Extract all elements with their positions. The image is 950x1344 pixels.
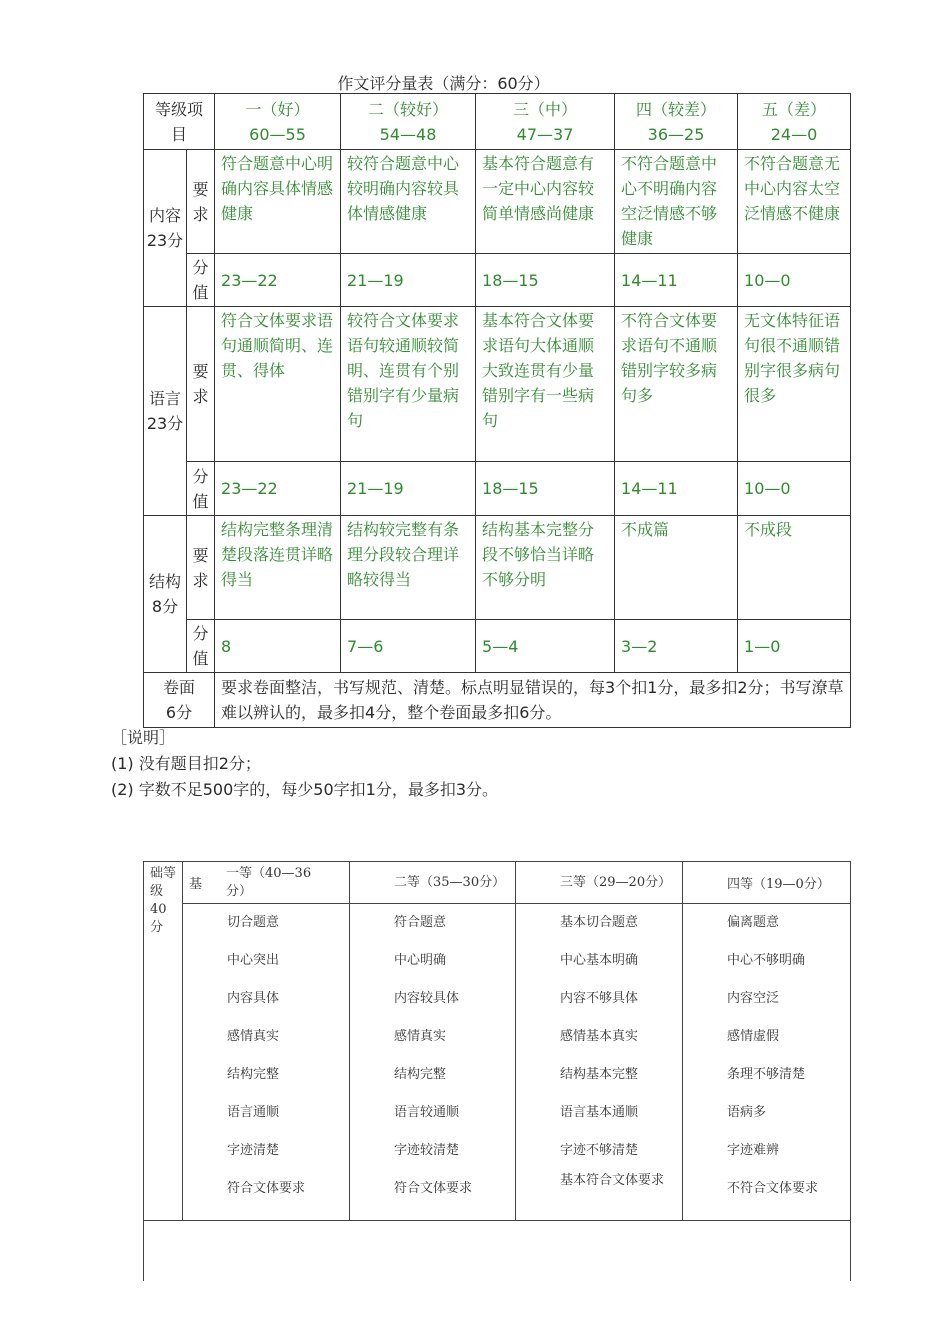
- content-req-3: 基本符合题意有一定中心内容较简单情感尚健康: [476, 150, 615, 254]
- note-item: (1) 没有题目扣2分；: [111, 754, 261, 773]
- structure-score-5: 1—0: [738, 620, 851, 673]
- language-req-5: 无文体特征语句很不通顺错别字很多病句很多: [738, 307, 851, 462]
- list-item: 基本切合题意: [560, 915, 639, 930]
- list-item: 内容较具体: [394, 991, 460, 1006]
- list-item: 中心明确: [394, 953, 447, 968]
- content-req-4: 不符合题意中心不明确内容空泛情感不够健康: [615, 150, 738, 254]
- t2-col-2: [350, 904, 516, 1221]
- structure-score-1: 8: [215, 620, 341, 673]
- list-item: 感情基本真实: [560, 1029, 639, 1044]
- content-score-1: 23—22: [215, 254, 341, 307]
- note-item: (2) 字数不足500字的，每少50字扣1分，最多扣3分。: [111, 780, 499, 799]
- content-req-1: 符合题意中心明确内容具体情感健康: [215, 150, 341, 254]
- list-item: 结构完整: [227, 1067, 280, 1082]
- language-req-1: 符合文体要求语句通顺简明、连贯、得体: [215, 307, 341, 462]
- header-row: [144, 94, 851, 150]
- content-score-3: 18—15: [476, 254, 615, 307]
- list-item: 语病多: [727, 1105, 767, 1120]
- notes-heading: ［说明］: [111, 728, 176, 747]
- score-label: 分值: [187, 254, 215, 307]
- list-item: 内容空泛: [727, 991, 780, 1006]
- structure-score-4: 3—2: [615, 620, 738, 673]
- t2-header-1: 基 一等（40—36分）: [183, 862, 350, 904]
- page-row: [144, 673, 851, 728]
- list-item: 条理不够清楚: [727, 1067, 806, 1082]
- language-score-row: [144, 462, 851, 516]
- list-item: 切合题意: [227, 915, 280, 930]
- list-item: 中心突出: [227, 953, 280, 968]
- structure-score-3: 5—4: [476, 620, 615, 673]
- list-item: 语言较通顺: [394, 1105, 460, 1120]
- content-score-2: 21—19: [341, 254, 476, 307]
- grade-header-3: 三（中） 47—37: [476, 94, 615, 150]
- list-item: 结构完整: [394, 1067, 447, 1082]
- structure-score-row: [144, 620, 851, 673]
- language-req-row: [144, 307, 851, 462]
- list-item: 符合文体要求: [394, 1181, 473, 1196]
- structure-score-2: 7—6: [341, 620, 476, 673]
- t2-col-1: [183, 904, 350, 1221]
- list-item: 偏离题意: [727, 915, 780, 930]
- list-item: 中心基本明确: [560, 953, 639, 968]
- t2-header-prefix: 基: [189, 877, 203, 892]
- notes: [111, 725, 498, 803]
- t2-header-row: [144, 862, 851, 904]
- t2-col-4: [683, 904, 851, 1221]
- content-req-5: 不符合题意无中心内容太空泛情感不健康: [738, 150, 851, 254]
- language-req-3: 基本符合文体要求语句大体通顺大致连贯有少量错别字有一些病句: [476, 307, 615, 462]
- structure-req-5: 不成段: [738, 516, 851, 620]
- language-score-5: 10—0: [738, 462, 851, 516]
- grade-header-4: 四（较差） 36—25: [615, 94, 738, 150]
- list-item: 符合题意: [394, 915, 447, 930]
- t2-empty-row: [144, 1221, 851, 1281]
- grade-header-1: 一（好） 60—55: [215, 94, 341, 150]
- list-item: 结构基本完整: [560, 1067, 639, 1082]
- structure-req-3: 结构基本完整分段不够恰当详略不够分明: [476, 516, 615, 620]
- structure-req-4: 不成篇: [615, 516, 738, 620]
- list-item: 内容不够具体: [560, 991, 639, 1006]
- t2-header-2: 二等（35—30分）: [350, 862, 516, 904]
- scoring-table: [143, 93, 851, 728]
- t2-empty-cell: [144, 1221, 851, 1281]
- list-item: 符合文体要求: [227, 1181, 306, 1196]
- req-label: 要求: [187, 150, 215, 254]
- list-item: 基本符合文体要求: [560, 1173, 665, 1188]
- list-item: 感情虚假: [727, 1029, 780, 1044]
- content-score-5: 10—0: [738, 254, 851, 307]
- t2-col-3: [516, 904, 683, 1221]
- t2-header-4: 四等（19—0分）: [683, 862, 851, 904]
- corner-header: 等级项目: [144, 94, 215, 150]
- list-item: 字迹清楚: [227, 1143, 280, 1158]
- grade-header-2: 二（较好） 54—48: [341, 94, 476, 150]
- language-score-4: 14—11: [615, 462, 738, 516]
- list-item: 字迹较清楚: [394, 1143, 460, 1158]
- language-label: 语言23分: [144, 307, 187, 516]
- t2-header-3: 三等（29—20分）: [516, 862, 683, 904]
- page-title: 作文评分量表（满分：60分）: [337, 74, 550, 93]
- list-item: 字迹不够清楚: [560, 1143, 639, 1158]
- list-item: 中心不够明确: [727, 953, 806, 968]
- list-item: 语言通顺: [227, 1105, 280, 1120]
- list-item: 不符合文体要求: [727, 1181, 819, 1196]
- structure-label: 结构8分: [144, 516, 187, 673]
- language-req-2: 较符合文体要求语句较通顺较简明、连贯有个别错别字有少量病句: [341, 307, 476, 462]
- content-score-row: [144, 254, 851, 307]
- language-score-3: 18—15: [476, 462, 615, 516]
- basic-grade-table: [143, 861, 851, 1281]
- t2-body-row: [144, 904, 851, 1221]
- page-requirement: 要求卷面整洁，书写规范、清楚。标点明显错误的，每3个扣1分，最多扣2分；书写潦草难以辨认的，最多扣4分，整个卷面最多扣6分。: [215, 673, 851, 728]
- content-req-2: 较符合题意中心较明确内容较具体情感健康: [341, 150, 476, 254]
- list-item: 字迹难辨: [727, 1143, 780, 1158]
- score-label: 分值: [187, 462, 215, 516]
- language-req-4: 不符合文体要求语句不通顺错别字较多病句多: [615, 307, 738, 462]
- content-score-4: 14—11: [615, 254, 738, 307]
- grade-header-5: 五（差） 24—0: [738, 94, 851, 150]
- language-score-1: 23—22: [215, 462, 341, 516]
- req-label: 要求: [187, 307, 215, 462]
- list-item: 感情真实: [227, 1029, 280, 1044]
- structure-req-row: [144, 516, 851, 620]
- basic-grade-label: 础等级40分: [144, 862, 183, 1221]
- content-req-row: [144, 150, 851, 254]
- page-label: 卷面6分: [144, 673, 215, 728]
- list-item: 感情真实: [394, 1029, 447, 1044]
- structure-req-1: 结构完整条理清楚段落连贯详略得当: [215, 516, 341, 620]
- language-score-2: 21—19: [341, 462, 476, 516]
- structure-req-2: 结构较完整有条理分段较合理详略较得当: [341, 516, 476, 620]
- score-label: 分值: [187, 620, 215, 673]
- list-item: 内容具体: [227, 991, 280, 1006]
- req-label: 要求: [187, 516, 215, 620]
- list-item: 语言基本通顺: [560, 1105, 639, 1120]
- content-label: 内容23分: [144, 150, 187, 307]
